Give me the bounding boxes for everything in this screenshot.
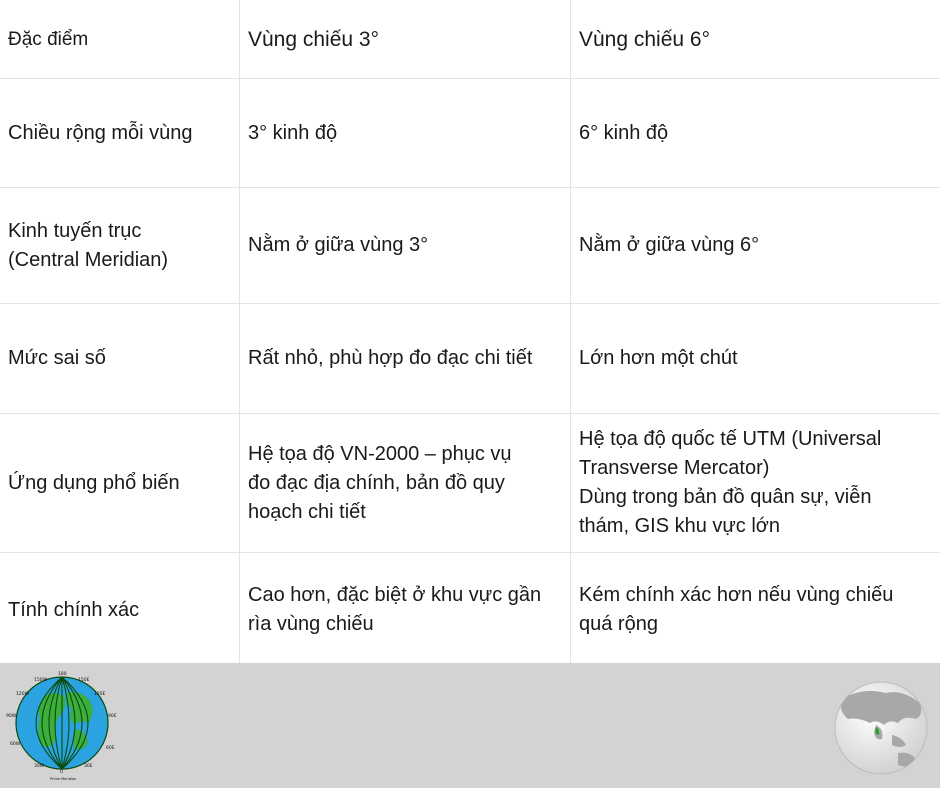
row-zone-6: 6° kinh độ xyxy=(579,121,669,144)
row-zone-3: Nằm ở giữa vùng 3° xyxy=(240,188,571,303)
row-feature: Tính chính xác xyxy=(0,553,240,667)
row-zone-3: Rất nhỏ, phù hợp đo đạc chi tiết xyxy=(240,304,571,413)
globe-label: 120E xyxy=(94,692,106,697)
globe-label: 90W xyxy=(6,714,17,719)
globe-label: 30W xyxy=(34,764,45,769)
row-zone-3 xyxy=(240,553,571,667)
globe-label: Prime Meridian xyxy=(50,777,77,781)
row-feature: Ứng dụng phổ biến xyxy=(0,414,240,552)
row-feature xyxy=(0,188,240,303)
cell-line: đo đạc địa chính, bản đồ quy xyxy=(248,471,505,494)
globe-label: 60W xyxy=(10,742,21,747)
cell-line: Hệ tọa độ quốc tế UTM (Universal xyxy=(579,428,882,450)
globe-label: 30E xyxy=(84,764,93,769)
cell-line: thám, GIS khu vực lớn xyxy=(579,515,781,537)
globe-label: 150E xyxy=(78,678,90,683)
cell-line: Kém chính xác hơn nếu vùng chiếu xyxy=(579,584,894,606)
row-zone-6: Nằm ở giữa vùng 6° xyxy=(579,234,760,256)
row-zone-6 xyxy=(571,414,940,552)
globe-label: 0 xyxy=(60,770,63,775)
table-row xyxy=(0,304,940,414)
cell-line: hoạch chi tiết xyxy=(248,500,366,523)
table-row xyxy=(0,414,940,553)
row-zone-3: 3° kinh độ xyxy=(240,79,571,187)
world-globe-icon xyxy=(832,679,930,777)
header-feature: Đặc điểm xyxy=(0,0,240,78)
table-row xyxy=(0,188,940,304)
globe-label: 180 xyxy=(58,672,67,677)
row-zone-3 xyxy=(240,414,571,552)
header-zone-6: Vùng chiếu 6° xyxy=(579,27,710,51)
row-feature: Mức sai số xyxy=(0,304,240,413)
row-zone-6 xyxy=(571,553,940,667)
table-row xyxy=(0,79,940,188)
cell-line: Hệ tọa độ VN-2000 – phục vụ xyxy=(248,442,512,465)
row-feature: Chiều rộng mỗi vùng xyxy=(0,79,240,187)
table-header-row xyxy=(0,0,940,79)
cell-line: quá rộng xyxy=(579,613,658,635)
header-zone-3: Vùng chiếu 3° xyxy=(240,0,571,78)
globe-label: 150W xyxy=(34,678,48,683)
feature-line: (Central Meridian) xyxy=(8,248,169,271)
globe-label: 120W xyxy=(16,692,30,697)
globe-label: 60E xyxy=(106,746,115,751)
feature-line: Kinh tuyến trục xyxy=(8,219,142,242)
globe-label: 90E xyxy=(108,714,117,719)
cell-line: rìa vùng chiếu xyxy=(248,613,374,635)
table-row xyxy=(0,553,940,667)
meridian-globe-icon xyxy=(6,667,118,783)
cell-line: Dùng trong bản đồ quân sự, viễn xyxy=(579,486,872,508)
cell-line: Transverse Mercator) xyxy=(579,457,770,479)
row-zone-6: Lớn hơn một chút xyxy=(579,347,738,369)
cell-line: Cao hơn, đặc biệt ở khu vực gần xyxy=(248,584,542,606)
footer-image-strip xyxy=(0,663,940,788)
